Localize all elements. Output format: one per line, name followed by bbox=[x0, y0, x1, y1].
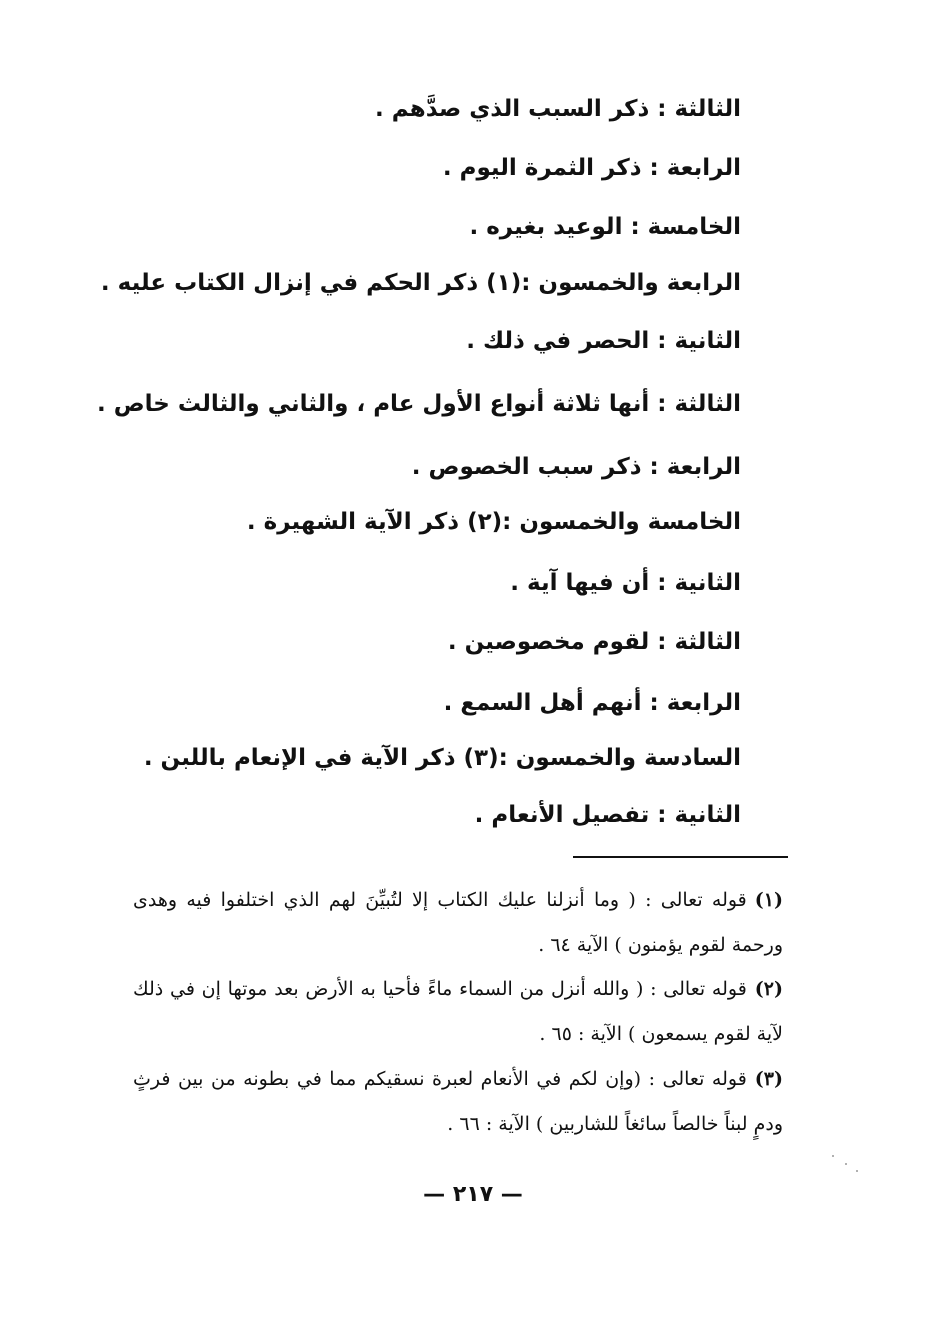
scan-speck bbox=[832, 1155, 834, 1157]
text-line: الرابعة والخمسون :(١) ذكر الحكم في إنزال الكتاب عليه . bbox=[100, 270, 741, 296]
footnote-2 bbox=[133, 967, 783, 1057]
footnote-number: (٣) bbox=[754, 1068, 783, 1090]
text-line: الثالثة : أنها ثلاثة أنواع الأول عام ، والثاني والثالث خاص . bbox=[96, 391, 741, 417]
scan-speck bbox=[845, 1163, 847, 1165]
text-line: الرابعة : أنهم أهل السمع . bbox=[443, 690, 741, 716]
scan-speck bbox=[856, 1170, 858, 1172]
page-number: — ٢١٧ — bbox=[423, 1182, 523, 1207]
footnote-text: قوله تعالى : (وإن لكم في الأنعام لعبرة نسقيكم مما في بطونه من بين فرثٍ ودمٍ لبناً خالصاً سائغاً للشاربين ) الآية : ٦٦ . bbox=[133, 1068, 783, 1135]
text-line: الثالثة : لقوم مخصوصين . bbox=[447, 629, 741, 655]
text-line: الرابعة : ذكر الثمرة اليوم . bbox=[442, 155, 741, 181]
text-line: السادسة والخمسون :(٣) ذكر الآية في الإنعام باللبن . bbox=[143, 745, 741, 771]
footnote-text: قوله تعالى : ( وما أنزلنا عليك الكتاب إلا لتُبيِّنَ لهم الذي اختلفوا فيه وهدى ورحمة لقوم يؤمنون ) الآية ٦٤ . bbox=[133, 889, 783, 956]
footnote-separator bbox=[573, 856, 788, 858]
text-line: الثانية : تفصيل الأنعام . bbox=[474, 802, 741, 828]
text-line: الخامسة : الوعيد بغيره . bbox=[469, 214, 741, 240]
text-line: الثانية : أن فيها آية . bbox=[510, 570, 741, 596]
text-line: الثالثة : ذكر السبب الذي صدَّهم . bbox=[374, 96, 741, 122]
footnote-3 bbox=[133, 1057, 783, 1147]
footnote-text: قوله تعالى : ( والله أنزل من السماء ماءً فأحيا به الأرض بعد موتها إن في ذلك لآية لقوم يسمعون ) الآية : ٦٥ . bbox=[133, 978, 783, 1045]
text-line: الخامسة والخمسون :(٢) ذكر الآية الشهيرة . bbox=[246, 509, 741, 535]
text-line: الرابعة : ذكر سبب الخصوص . bbox=[411, 454, 741, 480]
footnote-number: (٢) bbox=[754, 978, 783, 1000]
footnote-number: (١) bbox=[754, 889, 783, 911]
text-line: الثانية : الحصر في ذلك . bbox=[466, 328, 741, 354]
footnote-1 bbox=[133, 878, 783, 968]
